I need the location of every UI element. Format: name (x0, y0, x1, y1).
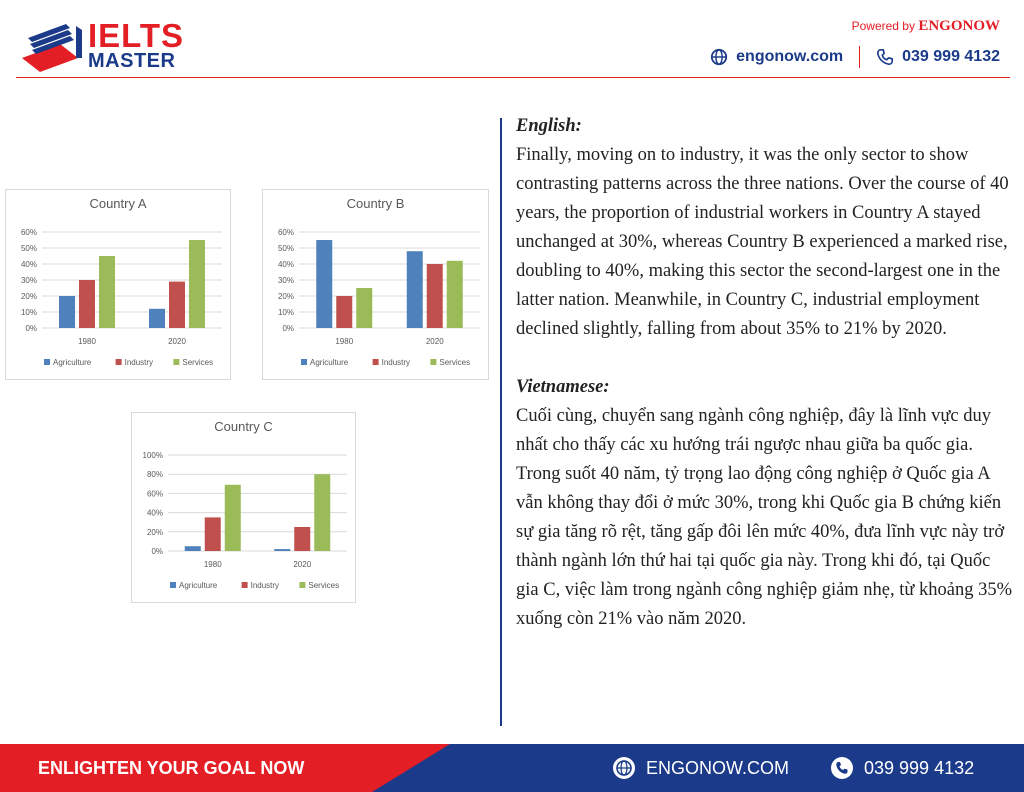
bar-industry-1980 (205, 517, 221, 551)
footer-phone-link[interactable]: 039 999 4132 (864, 758, 975, 778)
footer-website-link[interactable]: ENGONOW.COM (646, 758, 789, 778)
bar-services-2020 (447, 261, 463, 328)
chart-panel-country-a (5, 189, 231, 380)
y-tick-label: 0% (151, 547, 163, 556)
english-label: English: (516, 116, 582, 136)
vietnamese-paragraph: Cuối cùng, chuyển sang ngành công nghiệp, đây là lĩnh vực duy nhất cho thấy các xu hướng trái ngược nhau giữa ba quốc gia. Trong suốt 40 năm, tỷ trọng lao động công nghiệp ở Quốc gia A vẫn không thay đổi ở mức 30%, trong khi Quốc gia B chứng kiến sự gia tăng rõ rệt, tăng gấp đôi lên mức 40%, đưa lĩnh vực này trở thành ngành lớn thứ hai tại quốc gia này. Trong khi đó, tại Quốc gia C, việc làm trong ngành công nghiệp giảm nhẹ, từ khoảng 35% xuống còn 21% vào năm 2020. (516, 406, 1013, 629)
legend-label-industry: Industry (381, 358, 411, 367)
bar-agriculture-2020 (274, 549, 290, 551)
y-tick-label: 20% (20, 292, 37, 301)
x-tick-label: 1980 (335, 337, 354, 346)
bar-industry-2020 (169, 282, 185, 328)
y-tick-label: 60% (146, 489, 163, 499)
y-tick-label: 40% (277, 260, 294, 269)
powered-by (852, 18, 1000, 35)
bar-services-1980 (99, 256, 115, 328)
chart-title: Country B (346, 196, 405, 211)
y-tick-label: 50% (20, 244, 37, 253)
x-tick-label: 1980 (78, 337, 96, 346)
text-column-divider (500, 118, 502, 726)
footer-slogan: ENLIGHTEN YOUR GOAL NOW (38, 758, 305, 778)
legend-swatch-services (430, 359, 436, 365)
header-contact (710, 46, 1000, 68)
y-tick-label: 40% (146, 508, 163, 518)
y-tick-label: 80% (146, 470, 163, 480)
y-tick-label: 40% (20, 260, 37, 269)
x-tick-label: 1980 (203, 560, 222, 569)
vietnamese-label: Vietnamese: (516, 377, 610, 397)
bar-services-2020 (189, 240, 205, 328)
legend-swatch-agriculture (301, 359, 307, 365)
chart-title: Country A (89, 196, 147, 211)
english-paragraph: Finally, moving on to industry, it was the only sector to show contrasting patterns across the three nations. Over the course of 40 years, the proportion of industrial workers in Country A stayed unchanged at 30%, whereas Country B experienced a marked rise, doubling to 40%, making this sector the second-largest one in the latter nation. Meanwhile, in Country C, industrial employment declined slightly, falling from about 35% to 21% by 2020. (516, 145, 1009, 339)
logo-book-icon (20, 14, 90, 74)
logo-text-ielts: IELTS (88, 17, 185, 54)
bar-agriculture-2020 (149, 309, 165, 328)
bar-industry-2020 (294, 527, 310, 551)
powered-prefix: Powered by (851, 19, 915, 33)
header-divider (859, 46, 860, 68)
legend-label-agriculture: Agriculture (310, 358, 349, 367)
legend-swatch-industry (116, 359, 122, 365)
globe-icon (710, 48, 728, 66)
x-tick-label: 2020 (293, 560, 312, 569)
bar-services-1980 (225, 485, 241, 551)
bar-agriculture-1980 (316, 240, 332, 328)
bar-industry-1980 (79, 280, 95, 328)
phone-icon (876, 48, 894, 66)
legend-swatch-services (173, 359, 179, 365)
legend-label-services: Services (439, 358, 471, 367)
legend-label-industry: Industry (250, 581, 280, 590)
footer-phone-icon (830, 756, 854, 780)
legend-swatch-industry (373, 359, 379, 365)
chart-country-b (263, 190, 488, 379)
footer-globe-icon (612, 756, 636, 780)
powered-brand: ENGONOW (918, 18, 1000, 34)
bar-agriculture-2020 (407, 251, 423, 328)
header-phone-link[interactable]: 039 999 4132 (902, 48, 1000, 65)
bar-agriculture-1980 (59, 296, 75, 328)
bar-industry-1980 (336, 296, 352, 328)
ielts-master-logo (20, 14, 190, 74)
y-tick-label: 10% (277, 308, 294, 317)
bar-services-1980 (356, 288, 372, 328)
header-website-link[interactable]: engonow.com (736, 48, 844, 65)
legend-swatch-industry (242, 582, 248, 588)
text-column (516, 112, 1016, 634)
chart-panel-country-b (262, 189, 489, 380)
chart-country-c (132, 413, 355, 602)
y-tick-label: 20% (277, 292, 294, 301)
bar-services-2020 (314, 474, 330, 551)
y-tick-label: 30% (277, 276, 294, 285)
y-tick-label: 10% (20, 308, 37, 317)
legend-label-agriculture: Agriculture (179, 581, 218, 590)
y-tick-label: 20% (146, 527, 163, 537)
y-tick-label: 30% (20, 276, 37, 285)
y-tick-label: 60% (20, 228, 37, 237)
header-divider-line (16, 77, 1010, 78)
x-tick-label: 2020 (425, 337, 444, 346)
legend-swatch-agriculture (44, 359, 50, 365)
legend-label-services: Services (182, 358, 214, 367)
logo-text-master: MASTER (88, 50, 176, 72)
y-tick-label: 0% (282, 324, 294, 333)
y-tick-label: 50% (277, 244, 294, 253)
legend-label-agriculture: Agriculture (53, 358, 92, 367)
y-tick-label: 100% (142, 451, 163, 460)
legend-swatch-services (299, 582, 305, 588)
bar-agriculture-1980 (185, 546, 201, 551)
x-tick-label: 2020 (168, 337, 186, 346)
legend-swatch-agriculture (170, 582, 176, 588)
chart-title: Country C (214, 419, 273, 434)
y-tick-label: 0% (25, 324, 37, 333)
legend-label-services: Services (308, 581, 340, 590)
chart-panel-country-c (131, 412, 356, 603)
bar-industry-2020 (427, 264, 443, 328)
chart-country-a (6, 190, 230, 379)
legend-label-industry: Industry (124, 358, 154, 367)
y-tick-label: 60% (277, 228, 294, 237)
